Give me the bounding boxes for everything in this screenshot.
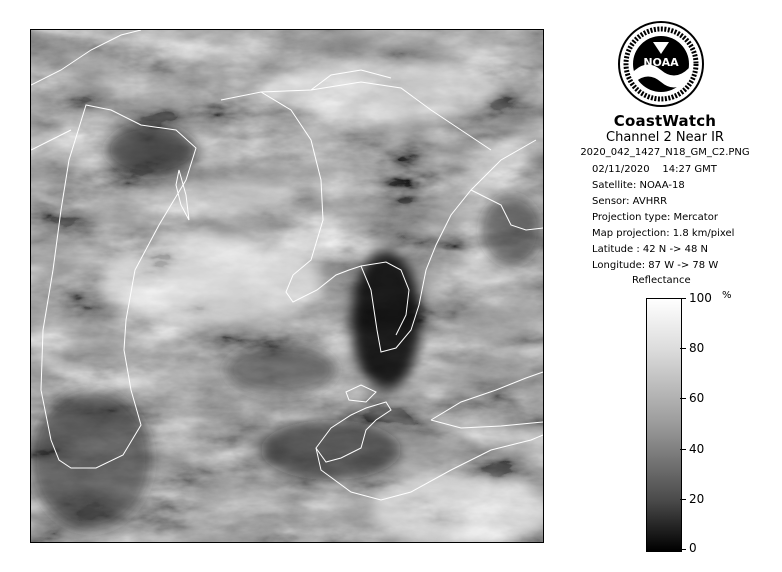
sensor-label: Sensor: AVHRR [592,196,668,207]
map-projection-label: Map projection: 1.8 km/pixel [592,228,735,239]
satellite-image [30,29,544,543]
satellite-cloud-imagery [31,30,543,542]
time-label: 14:27 GMT [662,164,717,175]
projection-type-label: Projection type: Mercator [592,212,718,223]
colorbar-tick-label: 0 [689,541,697,555]
colorbar-tick [680,298,686,299]
filename-label: 2020_042_1427_N18_GM_C2.PNG [580,147,750,158]
colorbar-tick [680,499,686,500]
date-label: 02/11/2020 [592,164,650,175]
colorbar-tick-label: 40 [689,442,705,456]
brand-title: CoastWatch [613,112,717,130]
legend-unit: % [722,290,732,301]
colorbar-tick-label: 80 [689,341,705,355]
colorbar-tick-label: 60 [689,391,705,405]
legend-title: Reflectance [632,275,691,286]
channel-label: Channel 2 Near IR [606,130,724,145]
satellite-label: Satellite: NOAA-18 [592,180,685,191]
logo-center-text: NOAA [643,56,679,69]
datetime-row [592,164,717,175]
noaa-logo [617,20,705,108]
latitude-label: Latitude : 42 N -> 48 N [592,244,708,255]
colorbar-tick [680,348,686,349]
colorbar-tick-label: 20 [689,492,705,506]
colorbar-tick-label: 100 [689,291,712,305]
colorbar-tick [680,398,686,399]
reflectance-colorbar [646,298,682,552]
colorbar-tick [680,449,686,450]
colorbar-tick [680,549,686,550]
longitude-label: Longitude: 87 W -> 78 W [592,260,719,271]
